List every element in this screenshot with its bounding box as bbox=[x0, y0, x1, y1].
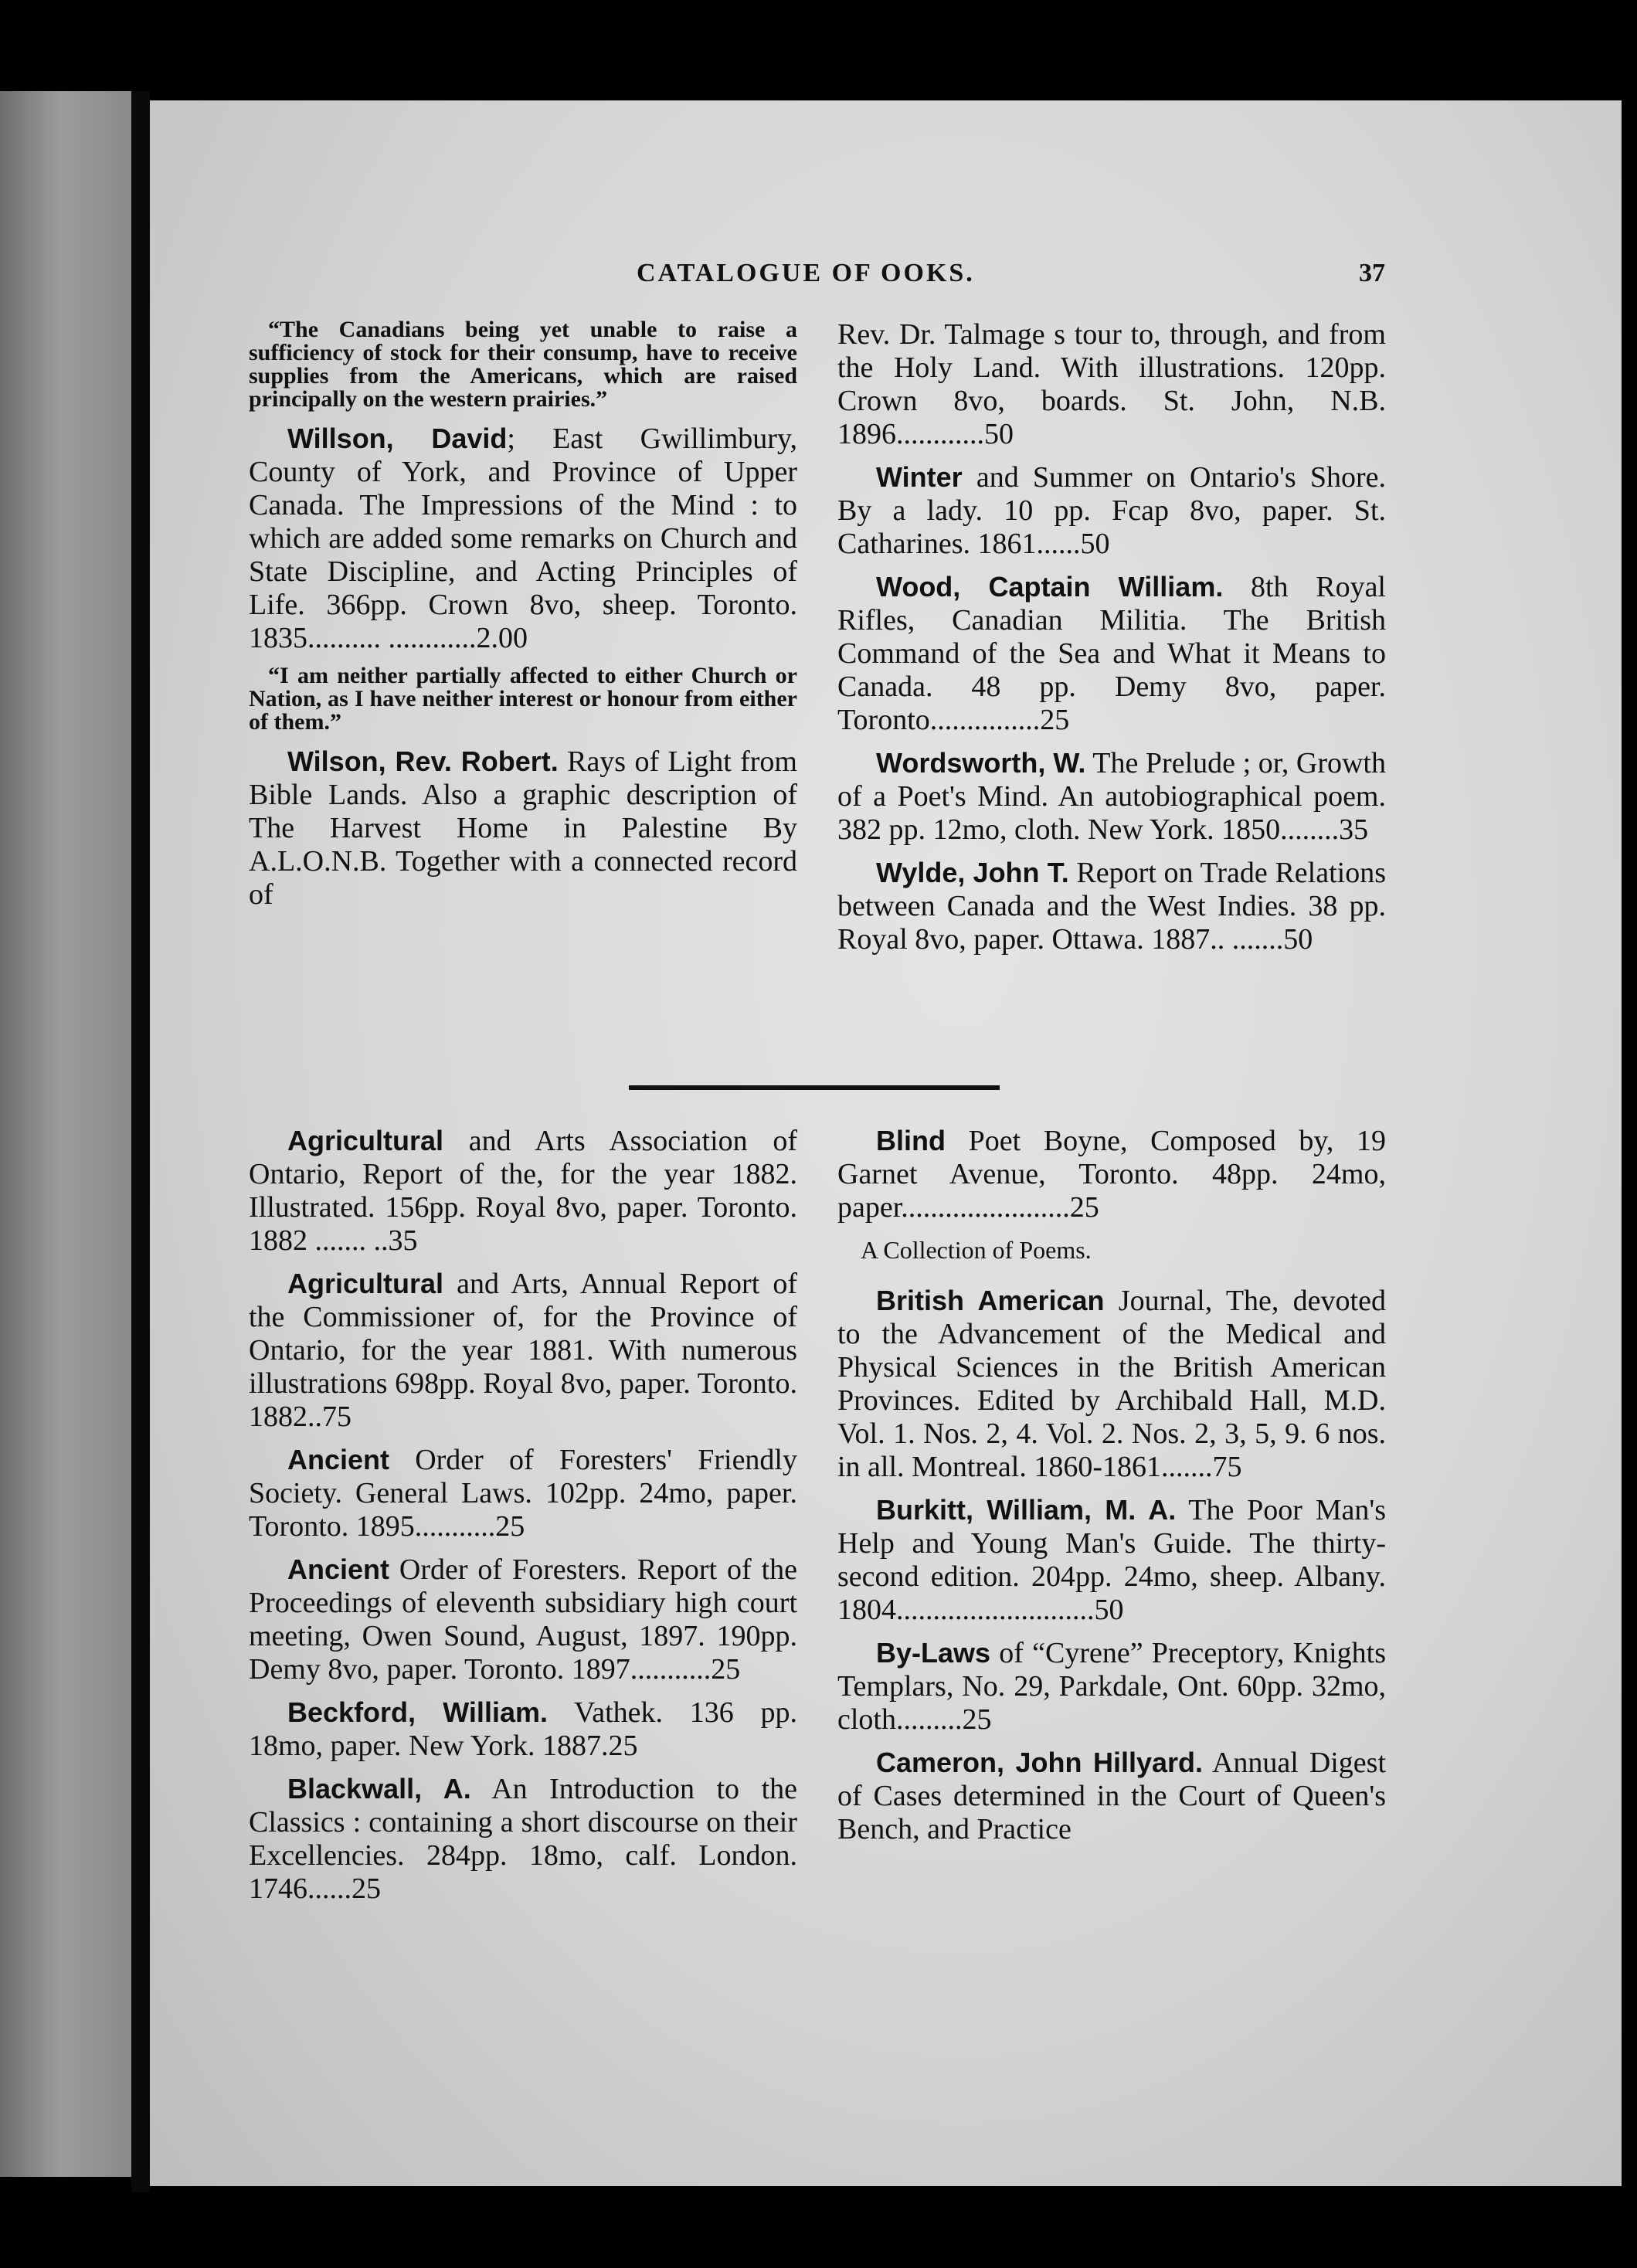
catalogue-entry bbox=[249, 1443, 797, 1543]
catalogue-entry bbox=[249, 1267, 797, 1434]
column-left-bottom bbox=[249, 1124, 797, 1915]
quotation: “The Canadians being yet unable to raise a sufficiency of stock for their consump, have to receive supplies from the Americans, which are raised principally on the western prairies.” bbox=[249, 317, 797, 412]
catalogue-entry bbox=[837, 460, 1386, 561]
page-title: CATALOGUE OF OOKS. bbox=[637, 259, 975, 287]
column-right-bottom bbox=[837, 1124, 1386, 1855]
entry-text: Poet Boyne, Composed by, 19 Garnet Avenue, Toronto. 48pp. 24mo, paper.......................25 bbox=[837, 1125, 1386, 1224]
entry-heading: Agricultural bbox=[287, 1268, 444, 1299]
entry-heading: Beckford, William. bbox=[287, 1696, 548, 1728]
catalogue-entry bbox=[249, 1772, 797, 1906]
catalogue-entry bbox=[837, 570, 1386, 737]
entry-text: An Introduction to the Classics : containing a short discourse on their Excellencies. 284pp. 18mo, calf. London. 1746......25 bbox=[249, 1773, 797, 1905]
entry-text: Annual Digest of Cases determined in the Court of Queen's Bench, and Practice bbox=[837, 1747, 1387, 1845]
entry-text: ; East Gwillimbury, County of York, and Province of Upper Canada. The Impressions of the Mind : to which are added some remarks on Church and State Discipline, and Acting Principles of Life. 366pp. Crown 8vo, sheep. Toronto. 1835.......... ............2.00 bbox=[249, 423, 797, 654]
entry-heading: Ancient bbox=[287, 1444, 390, 1475]
entry-heading: Willson, David bbox=[287, 423, 508, 454]
entry-text: Journal, The, devoted to the Advancement of the Medical and Physical Sciences in the British American Provinces. Edited by Archibald Hall, M.D. Vol. 1. Nos. 2, 4. Vol. 2. Nos. 2, 3, 5, 9. 6 nos. in all. Montreal. 1860-1861.......75 bbox=[837, 1285, 1386, 1483]
entry-note: A Collection of Poems. bbox=[861, 1236, 1092, 1264]
catalogue-entry bbox=[249, 1553, 797, 1686]
catalogue-entry bbox=[249, 1696, 797, 1763]
entry-text: Order of Foresters' Friendly Society. General Laws. 102pp. 24mo, paper. Toronto. 1895...........25 bbox=[249, 1444, 797, 1543]
entry-text: Rays of Light from Bible Lands. Also a graphic description of The Harvest Home in Palestine By A.L.O.N.B. Together with a connected record of bbox=[249, 745, 797, 911]
entry-heading: Cameron, John Hillyard. bbox=[876, 1747, 1204, 1778]
catalogue-entry bbox=[249, 745, 797, 912]
running-header bbox=[150, 259, 1622, 305]
catalogue-entry bbox=[249, 1124, 797, 1258]
entry-heading: Wylde, John T. bbox=[876, 857, 1069, 888]
entry-text: of “Cyrene” Preceptory, Knights Templars, No. 29, Parkdale, Ont. 60pp. 32mo, cloth.........25 bbox=[837, 1637, 1386, 1736]
catalogue-entry bbox=[249, 422, 797, 655]
column-left-top bbox=[249, 318, 797, 921]
entry-heading: Wordsworth, W. bbox=[876, 747, 1086, 779]
entry-heading: Blind bbox=[876, 1125, 946, 1156]
catalogue-entry bbox=[837, 1124, 1386, 1224]
entry-text: and Summer on Ontario's Shore. By a lady. 10 pp. Fcap 8vo, paper. St. Catharines. 1861......50 bbox=[837, 461, 1386, 560]
page-number: 37 bbox=[1359, 259, 1385, 287]
catalogue-entry bbox=[837, 1746, 1386, 1846]
entry-text: and Arts Association of Ontario, Report of the, for the year 1882. Illustrated. 156pp. Royal 8vo, paper. Toronto. 1882 ....... ..35 bbox=[249, 1125, 797, 1257]
entry-text: The Prelude ; or, Growth of a Poet's Mind. An autobiographical poem. 382 pp. 12mo, cloth. New York. 1850........35 bbox=[837, 747, 1386, 846]
catalogue-entry bbox=[837, 1493, 1386, 1627]
entry-text: Vathek. 136 pp. 18mo, paper. New York. 1887.25 bbox=[249, 1696, 797, 1762]
entry-text: The Poor Man's Help and Young Man's Guide. The thirty-second edition. 204pp. 24mo, sheep. Albany. 1804...........................50 bbox=[837, 1494, 1387, 1626]
continued-entry: Rev. Dr. Talmage s tour to, through, and from the Holy Land. With illustrations. 120pp. Crown 8vo, boards. St. John, N.B. 1896............50 bbox=[837, 318, 1386, 450]
entry-heading: Winter bbox=[876, 461, 963, 493]
adjacent-page-edge bbox=[0, 91, 133, 2177]
entry-text: Order of Foresters. Report of the Proceedings of eleventh subsidiary high court meeting, Owen Sound, August, 1897. 190pp. Demy 8vo, paper. Toronto. 1897...........25 bbox=[249, 1553, 797, 1686]
entry-heading: Ancient bbox=[287, 1553, 390, 1585]
entry-heading: British American bbox=[876, 1285, 1105, 1316]
book-spine-shadow bbox=[131, 91, 150, 2192]
catalogue-entry bbox=[837, 746, 1386, 847]
entry-text: and Arts, Annual Report of the Commissioner of, for the Province of Ontario, for the year 1881. With numerous illustrations 698pp. Royal 8vo, paper. Toronto. 1882..75 bbox=[249, 1268, 797, 1433]
catalogue-page bbox=[150, 100, 1622, 2186]
entry-heading: Wilson, Rev. Robert. bbox=[287, 745, 559, 777]
catalogue-entry bbox=[837, 856, 1386, 956]
entry-heading: Agricultural bbox=[287, 1125, 444, 1156]
entry-heading: By-Laws bbox=[876, 1637, 991, 1669]
column-right-top bbox=[837, 318, 1386, 966]
entry-text: 8th Royal Rifles, Canadian Militia. The British Command of the Sea and What it Means to Canada. 48 pp. Demy 8vo, paper. Toronto...............25 bbox=[837, 571, 1386, 736]
entry-heading: Wood, Captain William. bbox=[876, 571, 1224, 603]
quotation: “I am neither partially affected to either Church or Nation, as I have neither interest or honour from either of them.” bbox=[249, 663, 797, 735]
catalogue-entry bbox=[837, 1636, 1386, 1737]
section-divider bbox=[629, 1085, 1000, 1090]
entry-heading: Burkitt, William, M. A. bbox=[876, 1494, 1177, 1526]
entry-heading: Blackwall, A. bbox=[287, 1773, 471, 1805]
catalogue-entry bbox=[837, 1284, 1386, 1484]
entry-text: Report on Trade Relations between Canada and the West Indies. 38 pp. Royal 8vo, paper. Ottawa. 1887.. .......50 bbox=[837, 857, 1386, 956]
